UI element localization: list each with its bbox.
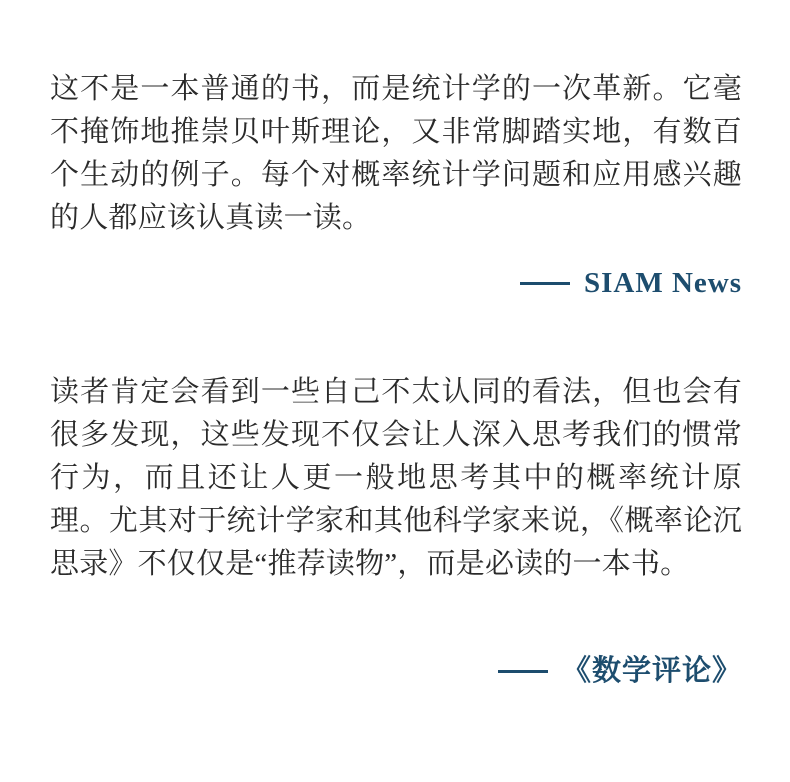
quote-block-2 (50, 371, 742, 693)
quote-text: 这不是一本普通的书，而是统计学的一次革新。它毫不掩饰地推崇贝叶斯理论，又非常脚踏实地，有数百个生动的例子。每个对概率统计学问题和应用感兴趣的人都应该认真读一读。 (50, 73, 742, 234)
attribution-source: SIAM News (583, 267, 742, 299)
attribution-dash-line (498, 670, 548, 673)
quote-attribution (50, 262, 742, 305)
quote-text: 读者肯定会看到一些自己不太认同的看法，但也会有很多发现，这些发现不仅会让人深入思考我们的惯常行为，而且还让人更一般地思考其中的概率统计原理。尤其对于统计学家和其他科学家来说，《概率论沉思录》不仅仅是“推荐读物”，而是必读的一本书。 (50, 376, 742, 580)
attribution-source: 《数学评论》 (561, 655, 742, 687)
quote-block-1 (50, 68, 742, 305)
attribution-dash-line (520, 282, 570, 285)
quote-attribution (50, 650, 742, 693)
